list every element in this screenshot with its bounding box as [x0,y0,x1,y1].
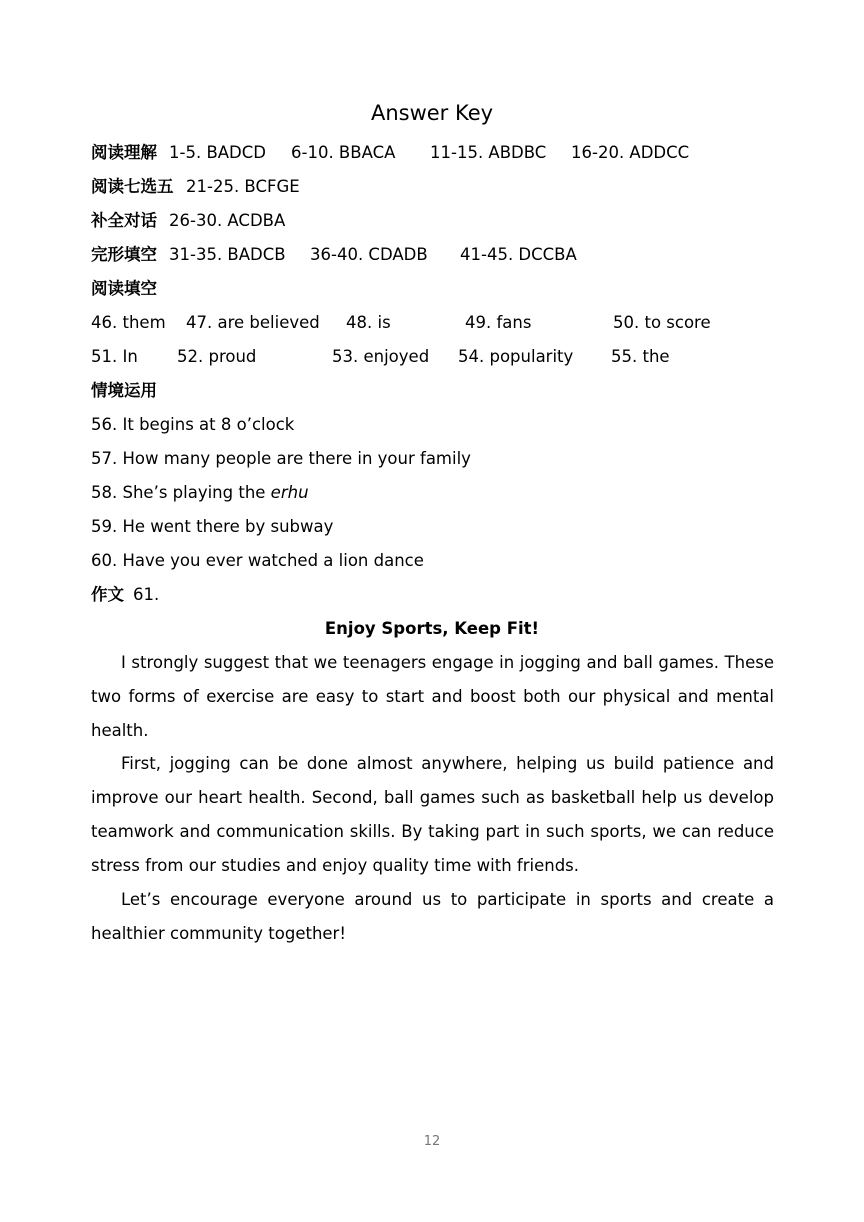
gap-fill-answer-50: 50. to score [613,313,711,332]
gap-fill-answer-51: 51. In [91,347,138,366]
dialogue-answer: 26-30. ACDBA [169,211,286,230]
seven-choice-row [91,170,774,204]
gap-fill-row-1 [91,306,774,340]
page-number: 12 [423,1134,441,1149]
dialogue-row [91,204,774,238]
cloze-answer-1: 31-35. BADCB [169,245,286,264]
situation-label: 情境运用 [91,381,157,400]
cloze-row [91,238,774,272]
gap-fill-answer-53: 53. enjoyed [332,347,430,366]
gap-fill-answer-49: 49. fans [465,313,532,332]
gap-fill-label: 阅读填空 [91,279,157,298]
reading-answer-2: 6-10. BBACA [291,143,396,162]
seven-choice-answer: 21-25. BCFGE [186,177,300,196]
essay-paragraph-3: Let’s encourage everyone around us to participate in sports and create a healthier community together! [91,890,774,943]
essay-title: Enjoy Sports, Keep Fit! [324,619,540,638]
situation-answer-58 [91,476,309,510]
erhu-word: erhu [270,483,309,502]
gap-fill-answer-54: 54. popularity [458,347,574,366]
reading-answer-4: 16-20. ADDCC [571,143,690,162]
reading-label: 阅读理解 [91,143,157,162]
essay-paragraph-1: I strongly suggest that we teenagers engage in jogging and ball games. These two forms of exercise are easy to start and boost both our physical and mental health. [91,653,774,740]
gap-fill-answer-55: 55. the [611,347,670,366]
reading-row [91,136,774,170]
cloze-answer-3: 41-45. DCCBA [460,245,577,264]
page-title: Answer Key [370,101,494,125]
reading-answer-3: 11-15. ABDBC [430,143,547,162]
situation-answer-58-text: 58. She’s playing the [91,483,271,502]
situation-heading [91,374,774,408]
writing-number: 61. [133,585,160,604]
writing-row [91,578,159,612]
gap-fill-answer-48: 48. is [346,313,391,332]
reading-answer-1: 1-5. BADCD [169,143,266,162]
seven-choice-label: 阅读七选五 [91,177,174,196]
gap-fill-row-2 [91,340,774,374]
situation-answer-60: 60. Have you ever watched a lion dance [91,551,424,570]
situation-answer-59: 59. He went there by subway [91,517,334,536]
gap-fill-answer-52: 52. proud [177,347,257,366]
cloze-answer-2: 36-40. CDADB [310,245,428,264]
gap-fill-answer-47: 47. are believed [186,313,320,332]
gap-fill-heading [91,272,774,306]
cloze-label: 完形填空 [91,245,157,264]
gap-fill-answer-46: 46. them [91,313,166,332]
situation-answer-56: 56. It begins at 8 o’clock [91,415,295,434]
situation-answer-57: 57. How many people are there in your family [91,449,471,468]
essay-paragraph-2: First, jogging can be done almost anywhere, helping us build patience and improve our heart health. Second, ball games such as basketball help us develop teamwork and communication skills. By taking part in such sports, we can reduce stress from our studies and enjoy quality time with friends. [91,754,774,875]
dialogue-label: 补全对话 [91,211,157,230]
writing-label: 作文 [91,585,124,604]
